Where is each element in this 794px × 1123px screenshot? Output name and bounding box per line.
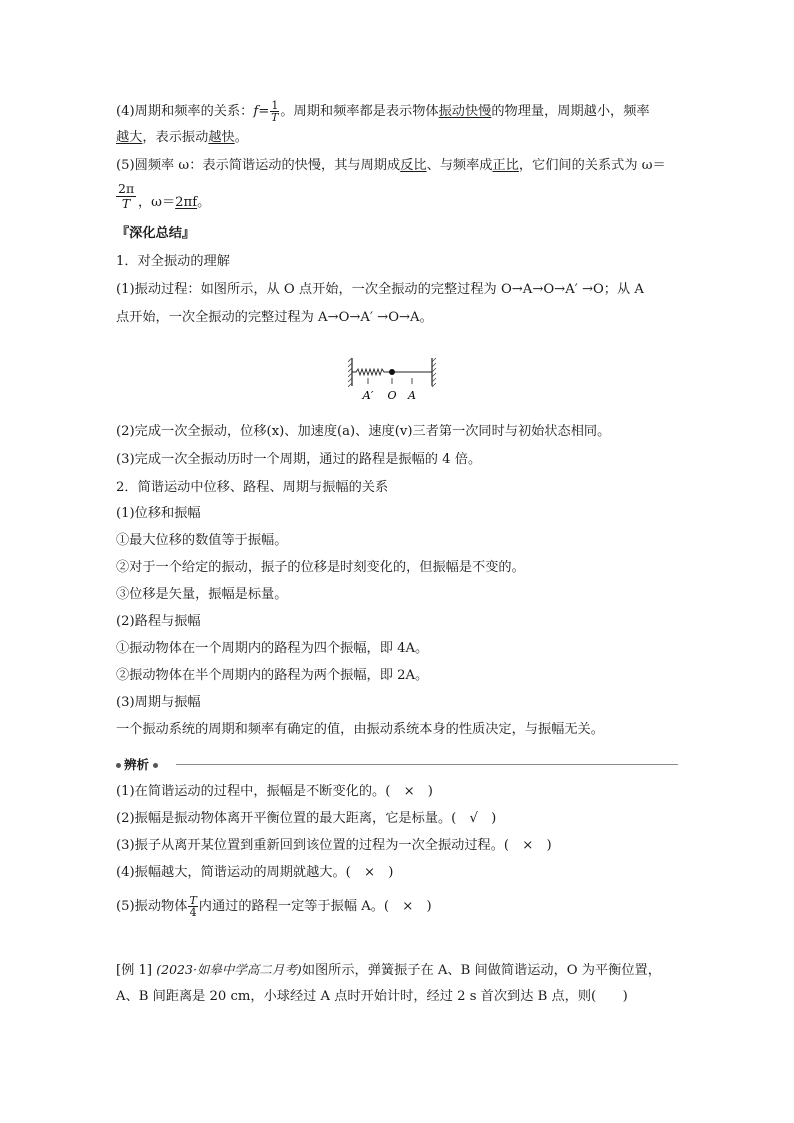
example-line-1 [116, 960, 661, 981]
text: (5)圆频率 ω：表示简谐运动的快慢，其与周期成 [116, 158, 401, 173]
text: (4)周期和频率的关系： [116, 104, 254, 119]
bullet-icon [116, 763, 121, 768]
formula-f: f [253, 104, 259, 119]
divider-rule [176, 764, 678, 765]
analysis-item: (3)振子从离开某位置到重新回到该位置的过程为一次全振动过程。( × ) [116, 838, 552, 853]
angular-frequency-line [116, 156, 666, 176]
text: (5)振动物体 [116, 899, 188, 914]
s2-h1-item: ③位移是矢量，振幅是标量。 [116, 587, 288, 602]
analysis-label-text: 辨析 [124, 757, 150, 772]
text: 如图所示，弹簧振子在 A、B 间做简谐运动，O 为平衡位置， [301, 963, 661, 978]
text: 的物理量，周期越小，频率 [491, 104, 650, 119]
text: 。 [197, 195, 211, 210]
s2-h3: (3)周期与振幅 [116, 695, 201, 710]
s1-p1-line2: 点开始，一次全振动的完整过程为 A→O→A′ →O→A。 [116, 310, 433, 325]
text: ，它们间的关系式为 ω＝ [518, 158, 666, 173]
label-a: A [408, 389, 416, 402]
blank-answer: 2πf [175, 195, 198, 210]
blank-answer: 越快 [208, 130, 235, 145]
bullet-icon [153, 763, 158, 768]
text: 。 [234, 130, 248, 145]
analysis-divider [116, 759, 678, 771]
s2-h1-item: ①最大位移的数值等于振幅。 [116, 533, 288, 548]
text: 。周期和频率都是表示物体 [280, 104, 439, 119]
blank-answer: 越大 [116, 130, 143, 145]
fraction-2pi-over-T [116, 182, 136, 211]
spring-diagram [348, 354, 448, 406]
example-tag: [例 1] [116, 963, 153, 978]
s1-p3: (3)完成一次全振动历时一个周期，通过的路程是振幅的 4 倍。 [116, 452, 482, 467]
analysis-item-5 [116, 895, 432, 918]
s2-h2-item: ②振动物体在半个周期内的路程为两个振幅，即 2A。 [116, 668, 429, 683]
label-o: O [387, 389, 397, 402]
spring-oscillator-figure [348, 354, 448, 410]
period-frequency-line [116, 100, 650, 123]
s2-h1-item: ②对于一个给定的振动，振子的位移是时刻变化的，但振幅是不变的。 [116, 560, 525, 575]
analysis-label [116, 755, 167, 773]
s2-h1: (1)位移和振幅 [116, 506, 201, 521]
s1-title: 1．对全振动的理解 [116, 254, 230, 269]
s1-p2: (2)完成一次全振动，位移(x)、加速度(a)、速度(v)三者第一次同时与初始状态相同。 [116, 424, 611, 439]
text: = [258, 104, 270, 119]
text: 内通过的路程一定等于振幅 A。( × ) [198, 899, 432, 914]
example-line-2: A、B 间距离是 20 cm，小球经过 A 点时开始计时，经过 2 s 首次到达 B 点，则( ) [116, 989, 628, 1004]
s1-p1-line1: (1)振动过程：如图所示，从 O 点开始，一次全振动的完整过程为 O→A→O→A′ →O；从 A [116, 282, 644, 297]
example-source: (2023·如皋中学高二月考) [156, 962, 302, 977]
s2-h2-item: ①振动物体在一个周期内的路程为四个振幅，即 4A。 [116, 641, 429, 656]
text: ，ω＝ [138, 195, 176, 210]
blank-answer: 反比 [400, 158, 427, 173]
text: 、与频率成 [426, 158, 493, 173]
angular-frequency-line-2 [138, 193, 210, 213]
fraction-1-over-T [270, 100, 279, 123]
text: ，表示振动 [142, 130, 209, 145]
denominator: T [121, 196, 131, 211]
s2-title: 2．简谐运动中位移、路程、周期与振幅的关系 [116, 480, 389, 495]
period-frequency-line-2 [116, 128, 248, 148]
blank-answer: 振动快慢 [438, 104, 492, 119]
section-title: 『深化总结』 [116, 226, 196, 241]
numerator: 2π [118, 181, 135, 196]
denominator: 4 [189, 906, 197, 919]
label-a-prime: A′ [362, 388, 374, 402]
analysis-item: (2)振幅是振动物体离开平衡位置的最大距离，它是标量。( √ ) [116, 811, 497, 826]
numerator: T [189, 894, 197, 907]
s2-h2: (2)路程与振幅 [116, 614, 201, 629]
denominator: T [271, 111, 279, 124]
numerator: 1 [271, 99, 279, 112]
fraction-T-over-4 [188, 895, 197, 918]
analysis-item: (1)在简谐运动的过程中，振幅是不断变化的。( × ) [116, 784, 433, 799]
s2-h3-text: 一个振动系统的周期和频率有确定的值，由振动系统本身的性质决定，与振幅无关。 [116, 722, 604, 737]
analysis-item: (4)振幅越大，简谐运动的周期就越大。( × ) [116, 865, 394, 880]
blank-answer: 正比 [492, 158, 519, 173]
